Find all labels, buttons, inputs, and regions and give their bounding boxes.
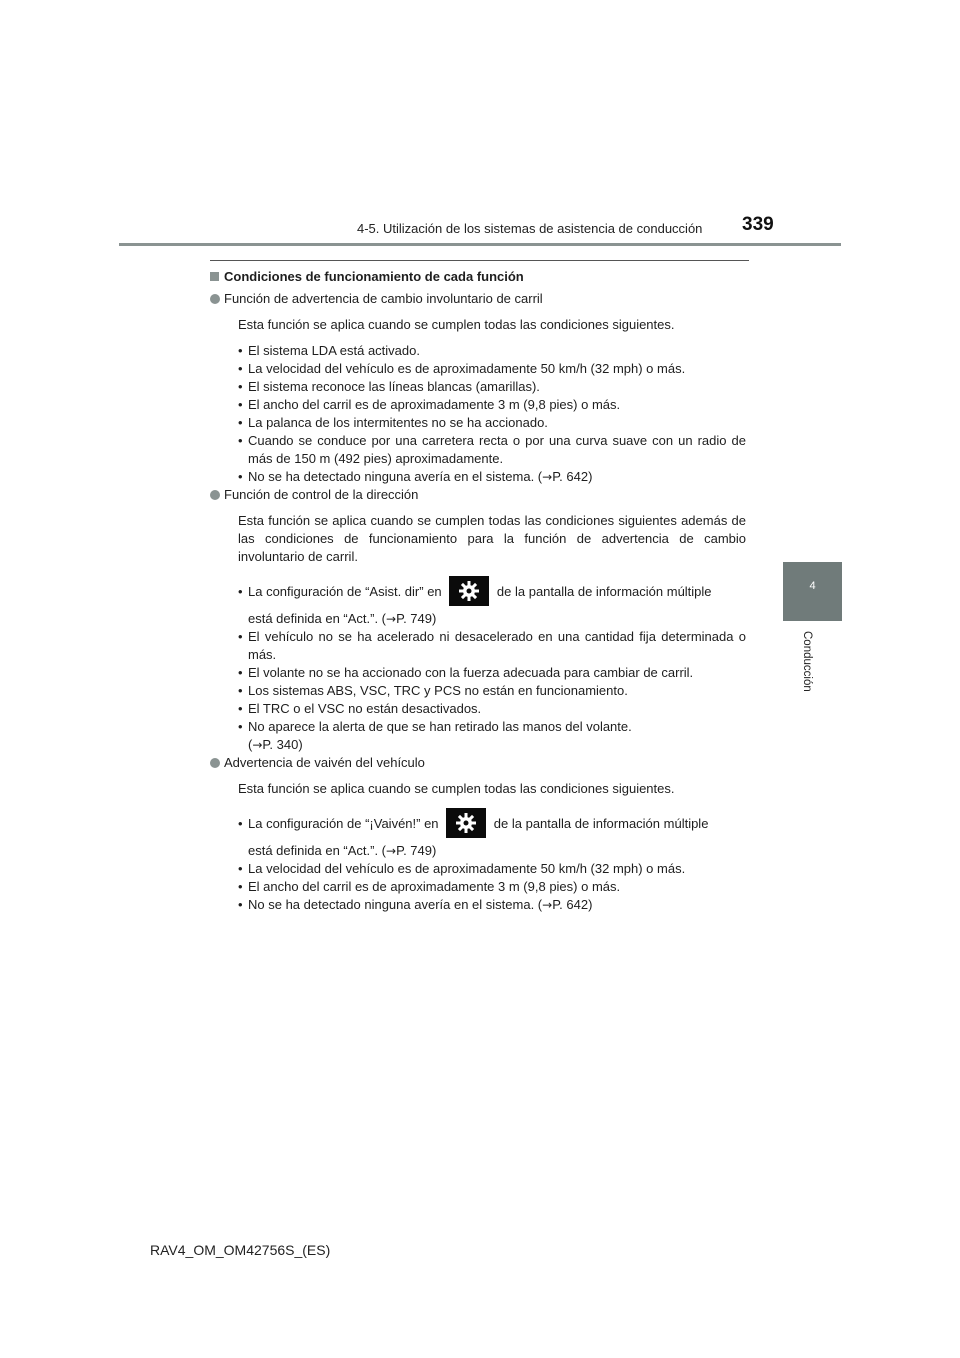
- condition-list: [210, 806, 746, 914]
- list-item: • El ancho del carril es de aproximadamente 3 m (9,8 pies) o más.: [248, 396, 746, 414]
- page-number: 339: [742, 214, 774, 235]
- subsection-title: Función de advertencia de cambio involuntario de carril: [210, 290, 746, 308]
- list-item: • No aparece la alerta de que se han retirado las manos del volante. (→P. 340): [248, 718, 746, 754]
- circle-bullet-icon: [210, 758, 220, 768]
- header-section-title: 4-5. Utilización de los sistemas de asistencia de conducción: [357, 221, 703, 236]
- right-arrow-icon: →: [252, 738, 263, 752]
- subsection-sway-warning: [210, 754, 746, 914]
- list-item: • El volante no se ha accionado con la fuerza adecuada para cambiar de carril.: [248, 664, 746, 682]
- chapter-tab: [783, 562, 842, 621]
- page-reference-link[interactable]: P. 749: [396, 611, 432, 626]
- right-arrow-icon: →: [386, 844, 397, 858]
- list-item: • El TRC o el VSC no están desactivados.: [248, 700, 746, 718]
- circle-bullet-icon: [210, 294, 220, 304]
- condition-list: [210, 574, 746, 754]
- square-bullet-icon: [210, 272, 219, 281]
- gear-icon: [446, 808, 486, 838]
- page-reference-link[interactable]: P. 642: [552, 469, 589, 484]
- page-reference-link[interactable]: P. 642: [552, 897, 589, 912]
- list-item: • El sistema LDA está activado.: [248, 342, 746, 360]
- list-item: • La velocidad del vehículo es de aproximadamente 50 km/h (32 mph) o más.: [248, 360, 746, 378]
- subsection-intro: Esta función se aplica cuando se cumplen todas las condiciones siguientes además de las condiciones de funcionamiento para la función de advertencia de cambio involuntario de carril.: [238, 513, 746, 564]
- list-item: • Cuando se conduce por una carretera recta o por una curva suave con un radio de más de 150 m (492 pies) aproximadamente.: [248, 432, 746, 468]
- condition-list: [210, 342, 746, 486]
- chapter-title: Conducción: [801, 631, 813, 692]
- list-item: • El sistema reconoce las líneas blancas (amarillas).: [248, 378, 746, 396]
- subsection-title: Función de control de la dirección: [210, 486, 746, 504]
- list-item: • El ancho del carril es de aproximadamente 3 m (9,8 pies) o más.: [248, 878, 746, 896]
- footer-document-code: RAV4_OM_OM42756S_(ES): [150, 1242, 331, 1258]
- subsection-steering-control: [210, 486, 746, 754]
- list-item: • La configuración de “Asist. dir” en de la pantalla de información múltiple está definida en “Act.”. (→P. 749): [248, 574, 746, 628]
- right-arrow-icon: →: [542, 470, 553, 484]
- gear-icon: [449, 576, 489, 606]
- list-item: • La configuración de “¡Vaivén!” en de la pantalla de información múltiple está definida en “Act.”. (→P. 749): [248, 806, 746, 860]
- subsection-lane-departure: [210, 290, 746, 486]
- subsection-title: Advertencia de vaivén del vehículo: [210, 754, 746, 772]
- content-rule: [210, 260, 749, 261]
- list-item: • No se ha detectado ninguna avería en el sistema. (→P. 642): [248, 468, 746, 486]
- right-arrow-icon: →: [542, 898, 553, 912]
- list-item: • No se ha detectado ninguna avería en el sistema. (→P. 642): [248, 896, 746, 914]
- circle-bullet-icon: [210, 490, 220, 500]
- list-item: • La velocidad del vehículo es de aproximadamente 50 km/h (32 mph) o más.: [248, 860, 746, 878]
- content: [210, 268, 746, 914]
- section-heading: Condiciones de funcionamiento de cada función: [210, 268, 746, 286]
- subsection-intro: Esta función se aplica cuando se cumplen todas las condiciones siguientes.: [238, 317, 675, 332]
- subsection-intro: Esta función se aplica cuando se cumplen todas las condiciones siguientes.: [238, 781, 675, 796]
- right-arrow-icon: →: [386, 612, 397, 626]
- list-item: • La palanca de los intermitentes no se ha accionado.: [248, 414, 746, 432]
- list-item: • Los sistemas ABS, VSC, TRC y PCS no están en funcionamiento.: [248, 682, 746, 700]
- header-rule: [119, 243, 841, 246]
- chapter-number: 4: [809, 580, 816, 592]
- page-reference-link[interactable]: P. 749: [396, 843, 432, 858]
- page-reference-link[interactable]: P. 340: [262, 737, 299, 752]
- list-item: • El vehículo no se ha acelerado ni desacelerado en una cantidad fija determinada o más.: [248, 628, 746, 664]
